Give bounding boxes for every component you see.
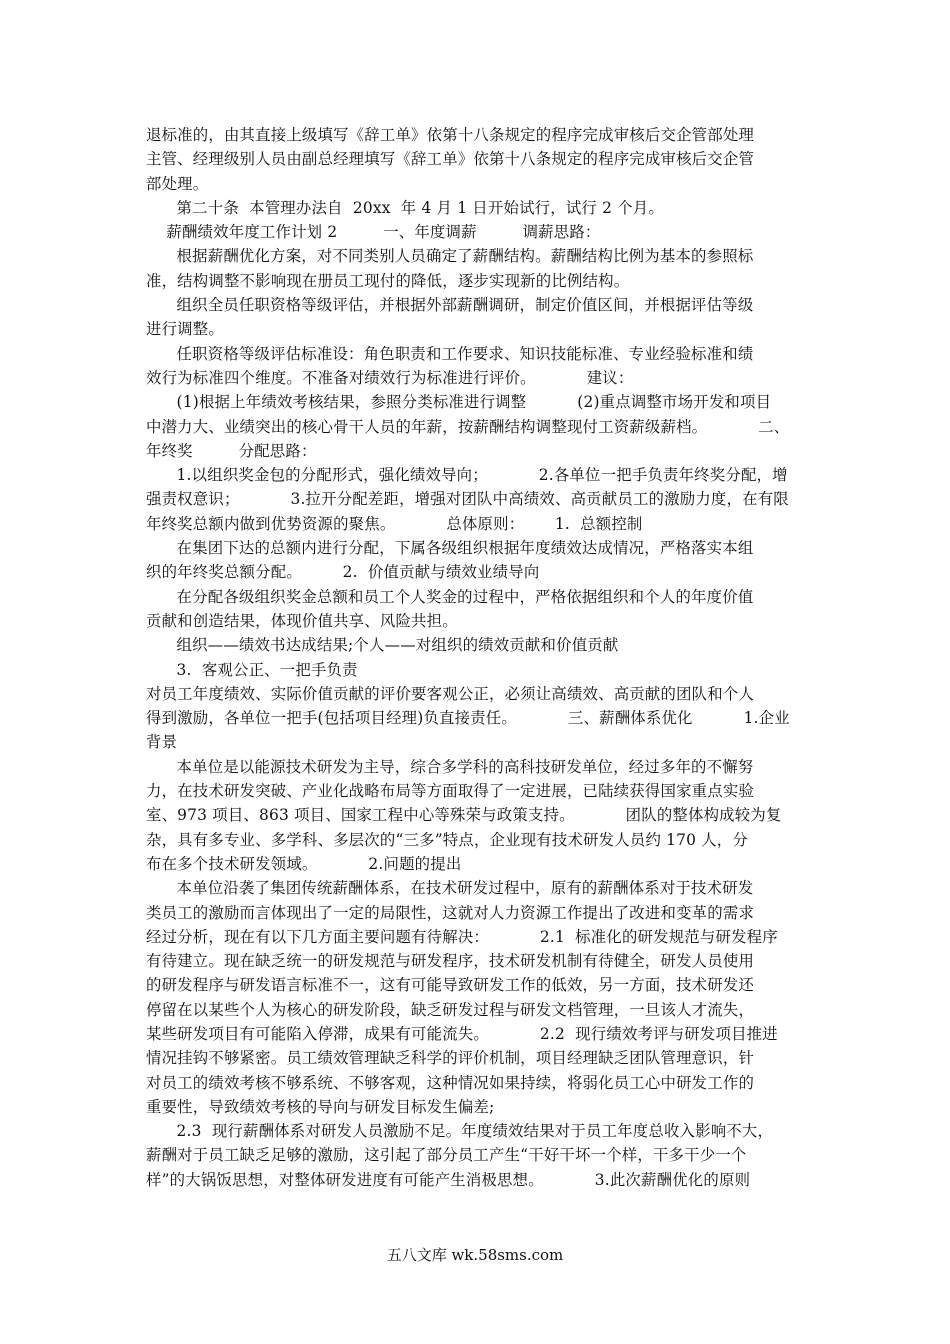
text-line: 停留在以某些个人为核心的研发阶段，缺乏研发过程与研发文档管理，一旦该人才流失， xyxy=(146,1000,755,1019)
text-line: 室、973 项目、863 项目、国家工程中心等殊荣与政策支持。 团队的整体构成较为复 xyxy=(146,806,782,825)
text-line: 主管、经理级别人员由副总经理填写《辞工单》依第十八条规定的程序完成审核后交企管 xyxy=(146,150,755,169)
text-line: 组织全员任职资格等级评估，并根据外部薪酬调研，制定价值区间，并根据评估等级 xyxy=(146,296,754,315)
document-body xyxy=(146,123,810,1192)
text-line: 杂，具有多专业、多学科、多层次的“三多”特点，企业现有技术研发人员约 170 人，分 xyxy=(146,830,748,849)
footer-watermark: 五八文库 wk.58sms.com xyxy=(386,1246,564,1264)
text-line: 重要性，导致绩效考核的导向与研发目标发生偏差; xyxy=(146,1097,495,1116)
text-line: 强责权意识； 3.拉开分配差距，增强对团队中高绩效、高贡献员工的激励力度，在有限 xyxy=(146,490,789,509)
text-line: 薪酬对于员工缺乏足够的激励，这引起了部分员工产生“干好干坏一个样，干多干少一个 xyxy=(146,1146,747,1165)
text-line: 效行为标准四个维度。不准备对绩效行为标准进行评价。 建议： xyxy=(146,368,634,387)
text-line: 薪酬绩效年度工作计划 2 一、年度调薪 调薪思路： xyxy=(146,223,601,242)
text-line: 根据薪酬优化方案，对不同类别人员确定了薪酬结构。薪酬结构比例为基本的参照标 xyxy=(146,247,754,266)
text-line: 织的年终奖总额分配。 2. 价值贡献与绩效业绩导向 xyxy=(146,563,540,582)
text-line: 背景 xyxy=(146,733,178,752)
text-line: 进行调整。 xyxy=(146,320,224,339)
text-line: 年终奖总额内做到优势资源的聚焦。 总体原则： 1. 总额控制 xyxy=(146,514,643,533)
text-line: 1.以组织奖金包的分配形式，强化绩效导向； 2.各单位一把手负责年终奖分配，增 xyxy=(146,466,788,485)
text-line: 类员工的激励而言体现出了一定的局限性，这就对人力资源工作提出了改进和变革的需求 xyxy=(146,903,755,922)
text-line: 部处理。 xyxy=(146,174,209,193)
text-line: 中潜力大、业绩突出的核心骨干人员的年薪，按薪酬结构调整现付工资薪级薪档。 二、 xyxy=(146,417,790,436)
text-line: 对员工年度绩效、实际价值贡献的评价要客观公正，必须让高绩效、高贡献的团队和个人 xyxy=(146,684,755,703)
text-line: 3. 客观公正、一把手负责 xyxy=(146,660,358,679)
text-line: 本单位是以能源技术研发为主导，综合多学科的高科技研发单位，经过多年的不懈努 xyxy=(146,757,754,776)
text-line: 力，在技术研发突破、产业化战略布局等方面取得了一定进展，已陆续获得国家重点实验 xyxy=(146,782,755,801)
text-line: 2.3 现行薪酬体系对研发人员激励不足。年度绩效结果对于员工年度总收入影响不大， xyxy=(146,1122,774,1141)
text-line: 的研发程序与研发语言标准不一，这有可能导致研发工作的低效，另一方面，技术研发还 xyxy=(146,976,755,995)
text-line: 在集团下达的总额内进行分配，下属各级组织根据年度绩效达成情况，严格落实本组 xyxy=(146,539,754,558)
text-line: 有待建立。现在缺乏统一的研发规范与研发程序，技术研发机制有待健全，研发人员使用 xyxy=(146,952,755,971)
text-line: 经过分析，现在有以下几方面主要问题有待解决： 2.1 标准化的研发规范与研发程序 xyxy=(146,927,778,946)
text-line: 组织——绩效书达成结果;个人——对组织的绩效贡献和价值贡献 xyxy=(146,636,619,655)
text-line: 贡献和创造结果，体现价值共享、风险共担。 xyxy=(146,611,458,630)
text-line: (1)根据上年绩效考核结果，参照分类标准进行调整 (2)重点调整市场开发和项目 xyxy=(146,393,772,412)
text-line: 得到激励，各单位一把手(包括项目经理)负直接责任。 三、薪酬体系优化 1.企业 xyxy=(146,709,790,728)
text-line: 某些研发项目有可能陷入停滞，成果有可能流失。 2.2 现行绩效考评与研发项目推进 xyxy=(146,1024,778,1043)
text-line: 任职资格等级评估标准设：角色职责和工作要求、知识技能标准、专业经验标准和绩 xyxy=(146,344,754,363)
text-line: 年终奖 分配思路： xyxy=(146,441,317,460)
text-line: 准，结构调整不影响现在册员工现付的降低，逐步实现新的比例结构。 xyxy=(146,271,630,290)
text-line: 对员工的绩效考核不够系统、不够客观，这种情况如果持续，将弱化员工心中研发工作的 xyxy=(146,1073,755,1092)
text-line: 本单位沿袭了集团传统薪酬体系，在技术研发过程中，原有的薪酬体系对于技术研发 xyxy=(146,879,754,898)
text-line: 情况挂钩不够紧密。员工绩效管理缺乏科学的评价机制，项目经理缺乏团队管理意识，针 xyxy=(146,1049,755,1068)
text-line: 退标准的，由其直接上级填写《辞工单》依第十八条规定的程序完成审核后交企管部处理 xyxy=(146,126,755,144)
text-line: 样”的大锅饭思想，对整体研发进度有可能产生消极思想。 3.此次薪酬优化的原则 xyxy=(146,1170,751,1189)
text-line: 第二十条 本管理办法自 20xx 年 4 月 1 日开始试行，试行 2 个月。 xyxy=(146,198,664,217)
text-line: 在分配各级组织奖金总额和员工个人奖金的过程中，严格依据组织和个人的年度价值 xyxy=(146,587,754,606)
text-line: 布在多个技术研发领域。 2.问题的提出 xyxy=(146,854,462,873)
